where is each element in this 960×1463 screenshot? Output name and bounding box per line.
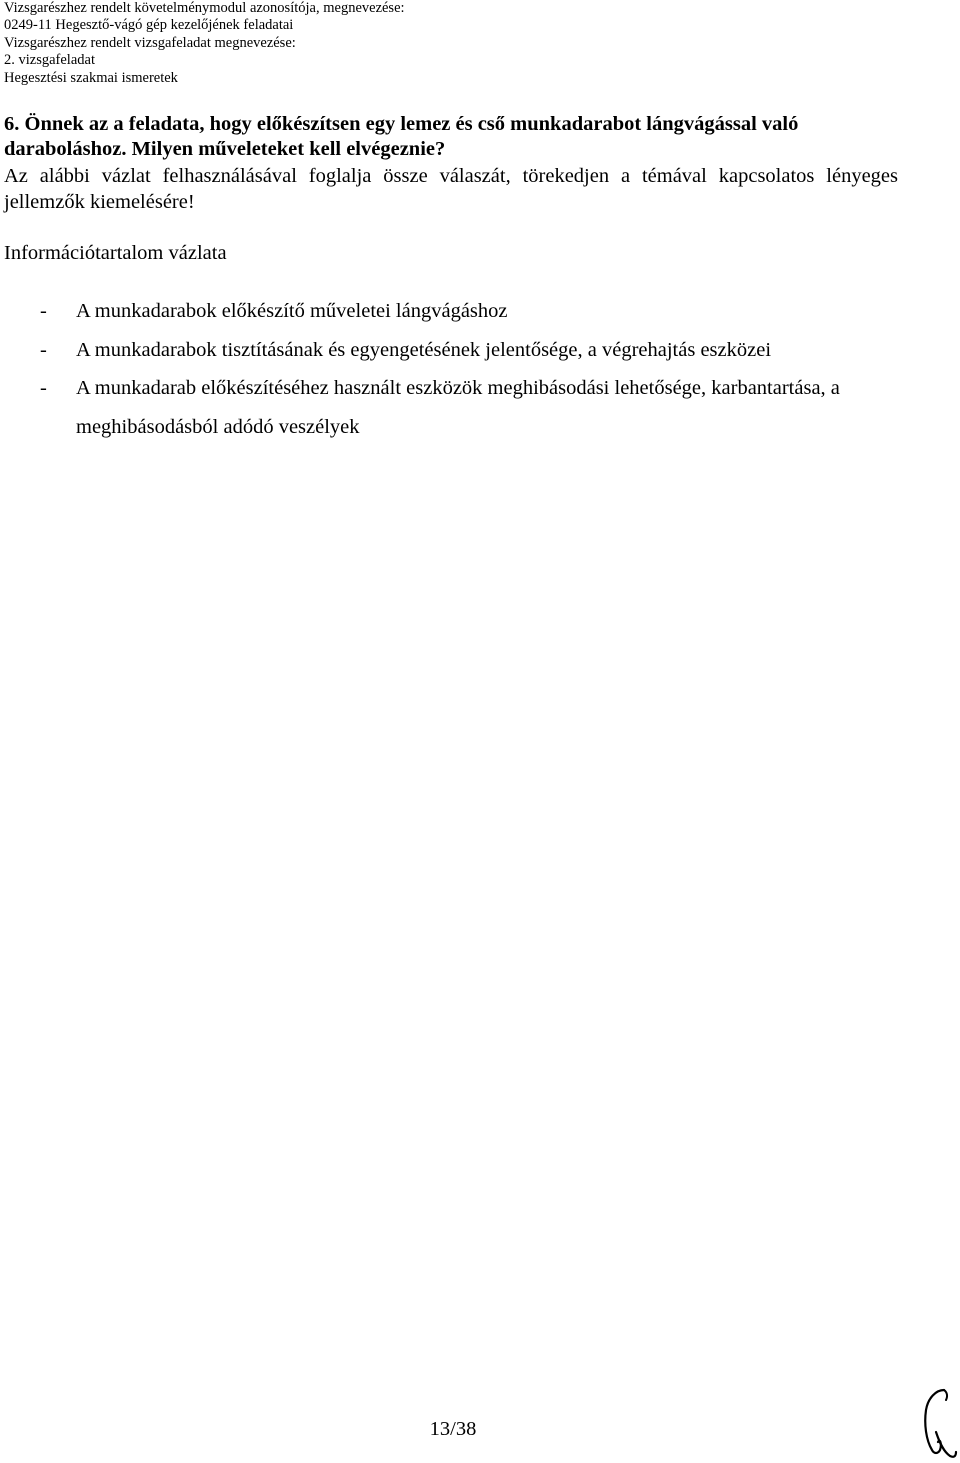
outline-title: Információtartalom vázlata <box>4 242 227 264</box>
header-line: Vizsgarészhez rendelt vizsgafeladat megnevezése: <box>4 34 296 51</box>
document-header <box>4 0 405 87</box>
list-item <box>40 369 920 446</box>
page-number: 13/38 <box>429 1418 477 1440</box>
signature-mark <box>914 1384 958 1460</box>
list-item-text: A munkadarabok előkészítő műveletei lángvágáshoz <box>76 300 508 322</box>
list-item <box>40 292 920 331</box>
list-item <box>40 331 920 370</box>
list-item-text: A munkadarab előkészítéséhez használt eszközök meghibásodási lehetősége, karbantartása, a meghibásodásból adódó veszélyek <box>76 377 840 438</box>
bullet-dash: - <box>40 338 47 361</box>
header-line: 0249-11 Hegesztő-vágó gép kezelőjének feladatai <box>4 17 294 34</box>
header-line: Hegesztési szakmai ismeretek <box>4 69 178 86</box>
instruction-text: Az alábbi vázlat felhasználásával foglalja össze válaszát, törekedjen a témával kapcsolatos lényeges jellemzők kiemelésére! <box>4 165 898 213</box>
bullet-dash: - <box>40 300 47 322</box>
bullet-dash: - <box>40 377 47 399</box>
question-text: 6. Önnek az a feladata, hogy előkészítsen egy lemez és cső munkadarabot lángvágással való daraboláshoz. Milyen műveleteket kell elvégeznie? <box>4 113 799 160</box>
header-line: 2. vizsgafeladat <box>4 52 95 69</box>
list-item-text: A munkadarabok tisztításának és egyengetésének jelentősége, a végrehajtás eszközei <box>76 338 772 361</box>
header-line: Vizsgarészhez rendelt követelménymodul azonosítója, megnevezése: <box>4 0 405 16</box>
outline-list <box>40 292 920 446</box>
